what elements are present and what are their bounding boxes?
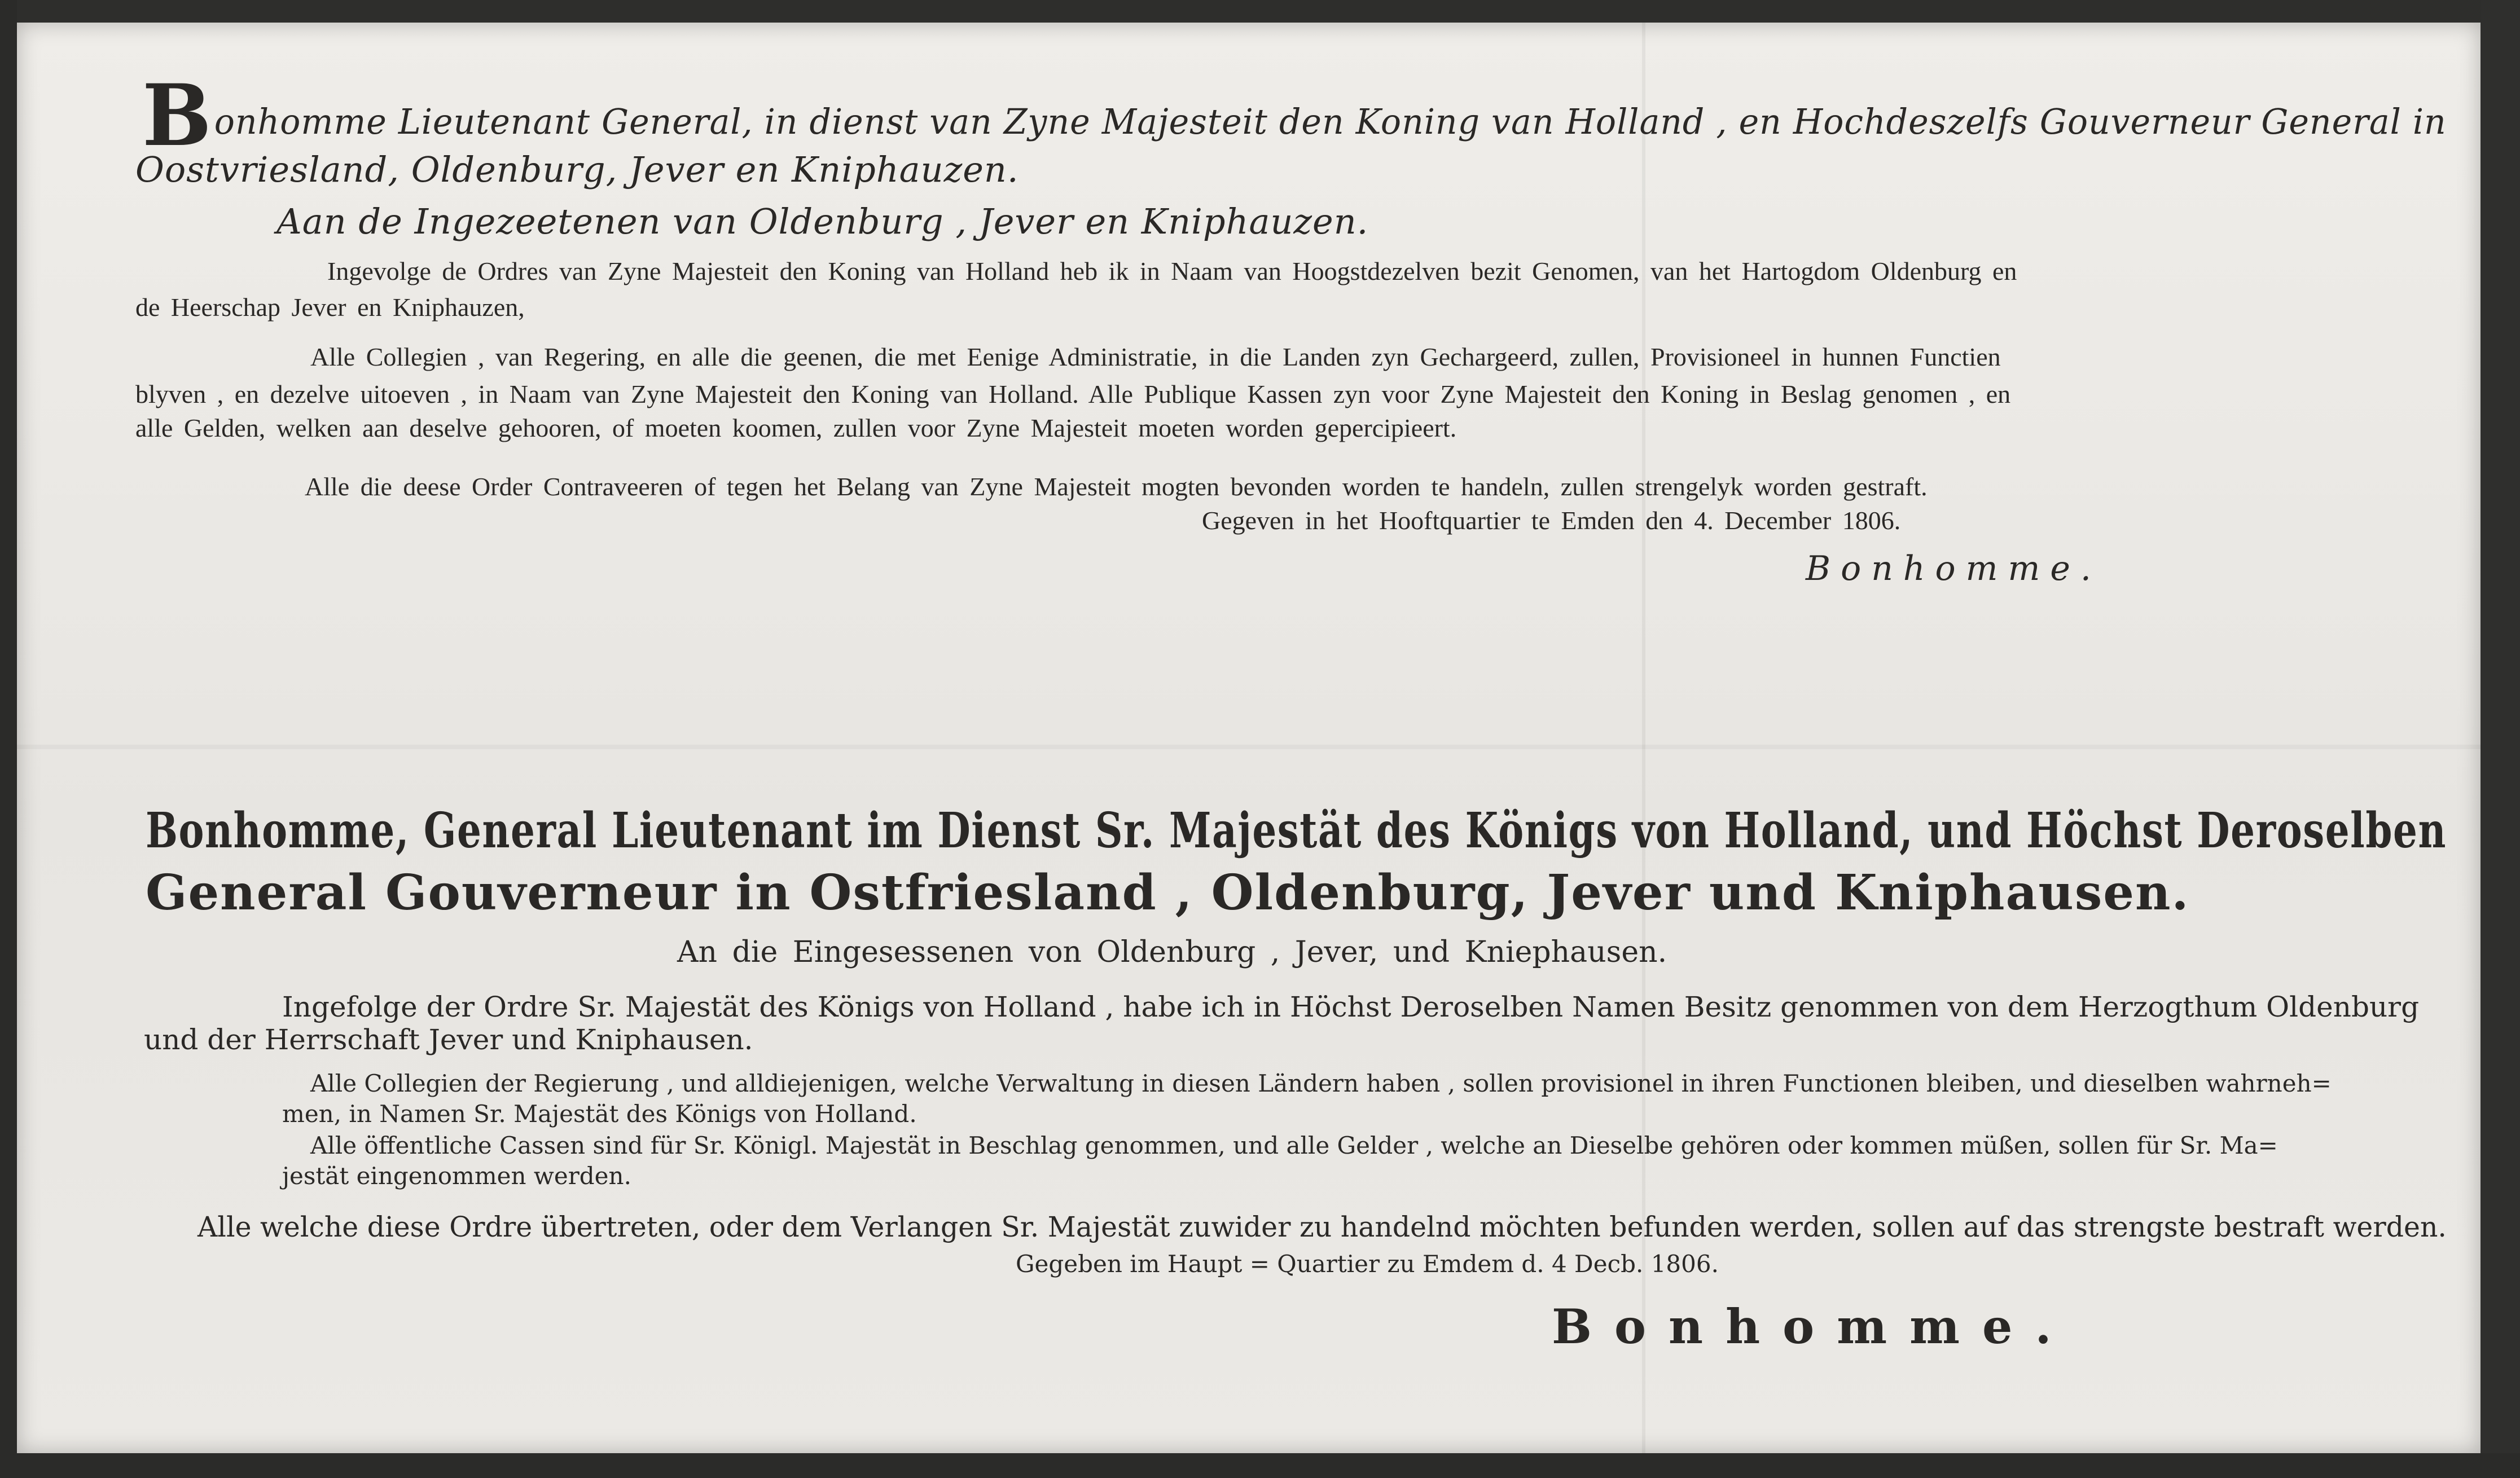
dutch-para-3-line-1: Alle die deese Order Contraveeren of tegen het Belang van Zyne Majesteit mogten bevonden worden te handeln, zullen strengelyk worden gestraft.: [305, 472, 1928, 501]
german-para-2-line-1: Alle Collegien der Regierung , und alldiejenigen, welche Verwaltung in diesen Ländern haben , sollen provisionel in ihren Functionen bleiben, und dieselben wahrneh=: [310, 1070, 2332, 1097]
dutch-para-2-line-2: blyven , en dezelve uitoeven , in Naam van Zyne Majesteit den Koning van Holland. Alle Publique Kassen zyn voor Zyne Majesteit den Koning in Beslag genomen , en: [135, 380, 2011, 408]
dutch-para-1-line-2: de Heerschap Jever en Kniphauzen,: [135, 293, 525, 322]
dutch-dated: Gegeven in het Hooftquartier te Emden den 4. December 1806.: [1202, 506, 1901, 535]
dutch-para-2-line-3: alle Gelden, welken aan deselve gehooren, of moeten koomen, zullen voor Zyne Majesteit moeten worden gepercipieert.: [135, 414, 1457, 442]
dutch-title-line-2: Oostvriesland, Oldenburg, Jever en Kniphauzen.: [135, 149, 1019, 190]
dutch-title-line-1-text: onhomme Lieutenant General, in dienst van Zyne Majesteit den Koning van Holland , en Hochdeszelfs Gouverneur General in: [214, 101, 2447, 142]
german-dated: Gegeben im Haupt = Quartier zu Emdem d. 4 Decb. 1806.: [1016, 1250, 1719, 1278]
german-para-3-line-2: jestät eingenommen werden.: [282, 1162, 631, 1190]
paper-fold-horizontal: [17, 745, 2481, 749]
german-title-line-1: Bonhomme, General Lieutenant im Dienst Sr. Majestät des Königs von Holland, und Höchst Deroselben: [146, 802, 2447, 859]
german-para-1-line-1: Ingefolge der Ordre Sr. Majestät des Königs von Holland , habe ich in Höchst Deroselben Namen Besitz genommen von dem Herzogthum Oldenburg: [282, 991, 2420, 1023]
german-para-3-line-1: Alle öffentliche Cassen sind für Sr. Königl. Majestät in Beschlag genommen, und alle Gelder , welche an Dieselbe gehören oder kommen müßen, sollen für Sr. Ma=: [310, 1132, 2278, 1159]
german-address: An die Eingesessenen von Oldenburg , Jever, und Kniephausen.: [677, 935, 1667, 969]
scan-border-top: [0, 0, 2520, 23]
scan-border-right: [2481, 0, 2520, 1478]
dutch-signature: Bonhomme.: [1806, 549, 2101, 588]
dutch-title-dropcap: B: [142, 66, 212, 165]
dutch-title-line-1: [142, 66, 2447, 165]
german-title-line-2: General Gouverneur in Ostfriesland , Oldenburg, Jever und Kniphausen.: [146, 864, 2190, 921]
dutch-para-1-line-1: Ingevolge de Ordres van Zyne Majesteit den Koning van Holland heb ik in Naam van Hoogstdezelven bezit Genomen, van het Hartogdom Oldenburg en: [327, 257, 2017, 285]
german-signature: Bonhomme.: [1552, 1299, 2074, 1354]
document-sheet: [17, 23, 2481, 1453]
dutch-address: Aan de Ingezeetenen van Oldenburg , Jever en Kniphauzen.: [276, 201, 1369, 242]
scan-border-bottom: [0, 1453, 2520, 1478]
german-para-2-line-2: men, in Namen Sr. Majestät des Königs von Holland.: [282, 1100, 917, 1128]
scan-border-left: [0, 0, 17, 1478]
german-para-4-line-1: Alle welche diese Ordre übertreten, oder dem Verlangen Sr. Majestät zuwider zu handelnd möchten befunden werden, sollen auf das strengste bestraft werden.: [197, 1211, 2447, 1243]
german-para-1-line-2: und der Herrschaft Jever und Kniphausen.: [144, 1023, 753, 1056]
dutch-para-2-line-1: Alle Collegien , van Regering, en alle die geenen, die met Eenige Administratie, in die Landen zyn Gechargeerd, zullen, Provisioneel in hunnen Functien: [310, 342, 2001, 371]
